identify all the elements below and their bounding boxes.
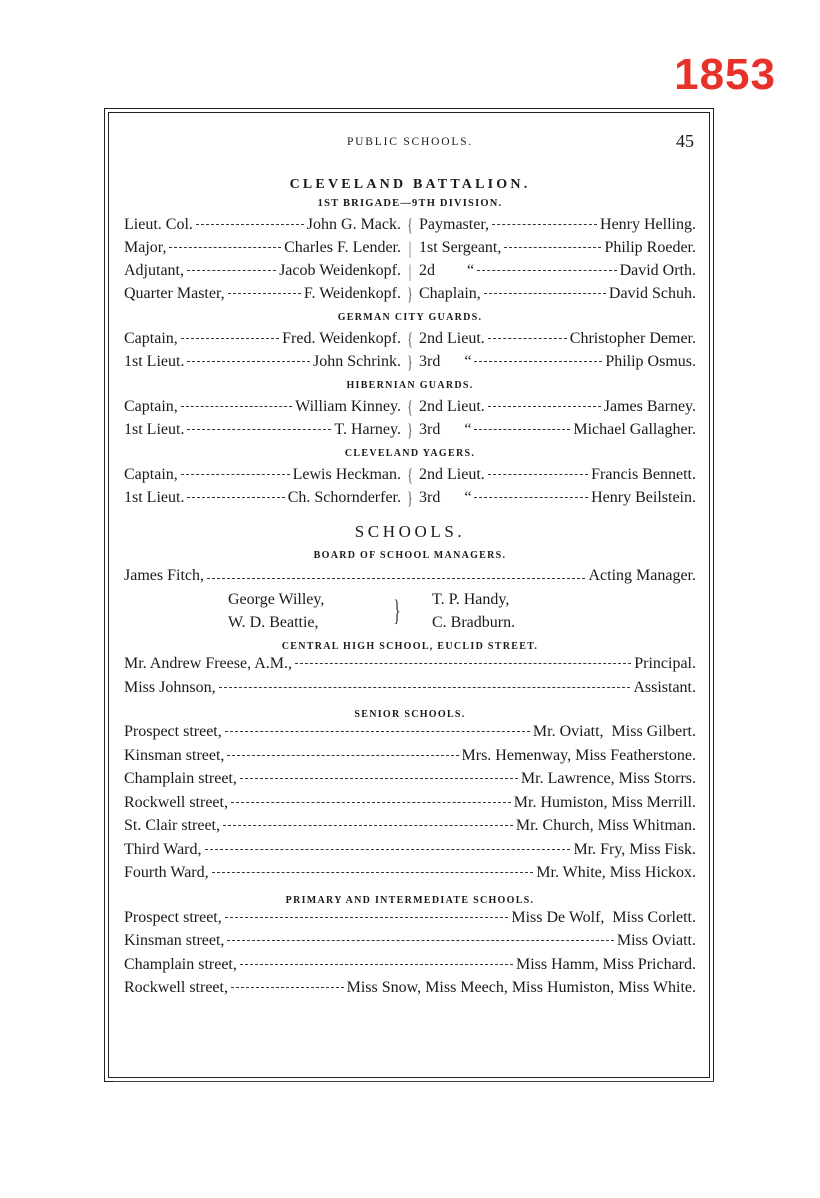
company-heading: HIBERNIAN GUARDS. bbox=[346, 380, 474, 391]
staff-row: Mr. Andrew Freese, A.M., Principal. bbox=[124, 655, 696, 672]
brace-divider: } bbox=[407, 419, 413, 440]
brace-divider: } bbox=[407, 351, 413, 372]
officer-row: Quarter Master, F. Weidenkopf. } Chaplain, David Schuh. bbox=[124, 283, 696, 304]
brace-divider: { bbox=[407, 396, 413, 417]
school-row: Prospect street, Miss De Wolf, Miss Corlett. bbox=[124, 908, 696, 926]
officer-row: Captain, Fred. Weidenkopf. { 2nd Lieut. Christopher Demer. bbox=[124, 328, 696, 349]
page-content bbox=[124, 128, 696, 1003]
board-member: W. D. Beattie, bbox=[228, 614, 319, 631]
brace-divider: { bbox=[407, 214, 413, 235]
officer-row: Adjutant, Jacob Weidenkopf. | 2d “ David Orth. bbox=[124, 260, 696, 281]
running-head: PUBLIC SCHOOLS. bbox=[346, 136, 474, 148]
brace-divider: } bbox=[407, 487, 413, 508]
officer-row: Major, Charles F. Lender. | 1st Sergeant, Philip Roeder. bbox=[124, 237, 696, 258]
officer-row: 1st Lieut. John Schrink. } 3rd “ Philip Osmus. bbox=[124, 351, 696, 372]
school-row: St. Clair street, Mr. Church, Miss Whitman. bbox=[124, 817, 696, 834]
brace-divider: | bbox=[409, 237, 411, 258]
page-number: 45 bbox=[676, 131, 694, 151]
officer-row: Captain, Lewis Heckman. { 2nd Lieut. Francis Bennett. bbox=[124, 464, 696, 485]
board-member: C. Bradburn. bbox=[432, 614, 516, 631]
schools-title: SCHOOLS. bbox=[354, 522, 466, 541]
brace-divider: { bbox=[407, 464, 413, 485]
battalion-officers bbox=[124, 213, 696, 305]
company-heading: GERMAN CITY GUARDS. bbox=[337, 312, 483, 323]
year-label: 1853 bbox=[674, 50, 776, 99]
primary-schools-list bbox=[124, 909, 696, 1003]
school-row: Prospect street, Mr. Oviatt, Miss Gilbert. bbox=[124, 723, 696, 740]
school-row: Champlain street, Mr. Lawrence, Miss Storrs. bbox=[124, 770, 696, 787]
running-header bbox=[124, 128, 696, 154]
school-row: Third Ward, Mr. Fry, Miss Fisk. bbox=[124, 840, 696, 858]
company-roster bbox=[124, 395, 696, 441]
school-row: Kinsman street, Miss Oviatt. bbox=[124, 932, 696, 949]
senior-schools-heading: SENIOR SCHOOLS. bbox=[354, 709, 466, 720]
school-row: Champlain street, Miss Hamm, Miss Prichard. bbox=[124, 955, 696, 973]
brace-divider: { bbox=[407, 328, 413, 349]
board-member: T. P. Handy, bbox=[432, 591, 510, 608]
high-school-heading: CENTRAL HIGH SCHOOL, EUCLID STREET. bbox=[281, 641, 539, 652]
acting-manager-row: James Fitch, Acting Manager. bbox=[124, 567, 696, 584]
school-row: Kinsman street, Mrs. Hemenway, Miss Featherstone. bbox=[124, 746, 696, 764]
school-row: Rockwell street, Miss Snow, Miss Meech, Miss Humiston, Miss White. bbox=[124, 979, 696, 996]
bottom-rule bbox=[114, 1081, 714, 1082]
company-roster bbox=[124, 463, 696, 509]
officer-row: 1st Lieut. Ch. Schornderfer. } 3rd “ Henry Beilstein. bbox=[124, 487, 696, 508]
high-school-staff bbox=[124, 655, 696, 702]
board-members bbox=[124, 588, 696, 634]
primary-schools-heading: PRIMARY AND INTERMEDIATE SCHOOLS. bbox=[285, 894, 535, 906]
company-heading: CLEVELAND YAGERS. bbox=[344, 448, 476, 459]
company-roster bbox=[124, 327, 696, 373]
officer-row: 1st Lieut. T. Harney. } 3rd “ Michael Gallagher. bbox=[124, 419, 696, 440]
battalion-subtitle: 1ST BRIGADE—9TH DIVISION. bbox=[317, 198, 503, 209]
board-heading: BOARD OF SCHOOL MANAGERS. bbox=[313, 550, 507, 561]
brace-divider: | bbox=[409, 260, 411, 281]
brace-divider: } bbox=[393, 594, 401, 627]
brace-divider: } bbox=[407, 283, 413, 304]
senior-schools-list bbox=[124, 723, 696, 888]
officer-row: Lieut. Col. John G. Mack. { Paymaster, Henry Helling. bbox=[124, 214, 696, 235]
officer-row: Captain, William Kinney. { 2nd Lieut. James Barney. bbox=[124, 396, 696, 417]
board-member: George Willey, bbox=[228, 591, 325, 608]
school-row: Fourth Ward, Mr. White, Miss Hickox. bbox=[124, 864, 696, 881]
school-row: Rockwell street, Mr. Humiston, Miss Merrill. bbox=[124, 793, 696, 811]
staff-row: Miss Johnson, Assistant. bbox=[124, 678, 696, 696]
battalion-title: CLEVELAND BATTALION. bbox=[289, 177, 531, 192]
